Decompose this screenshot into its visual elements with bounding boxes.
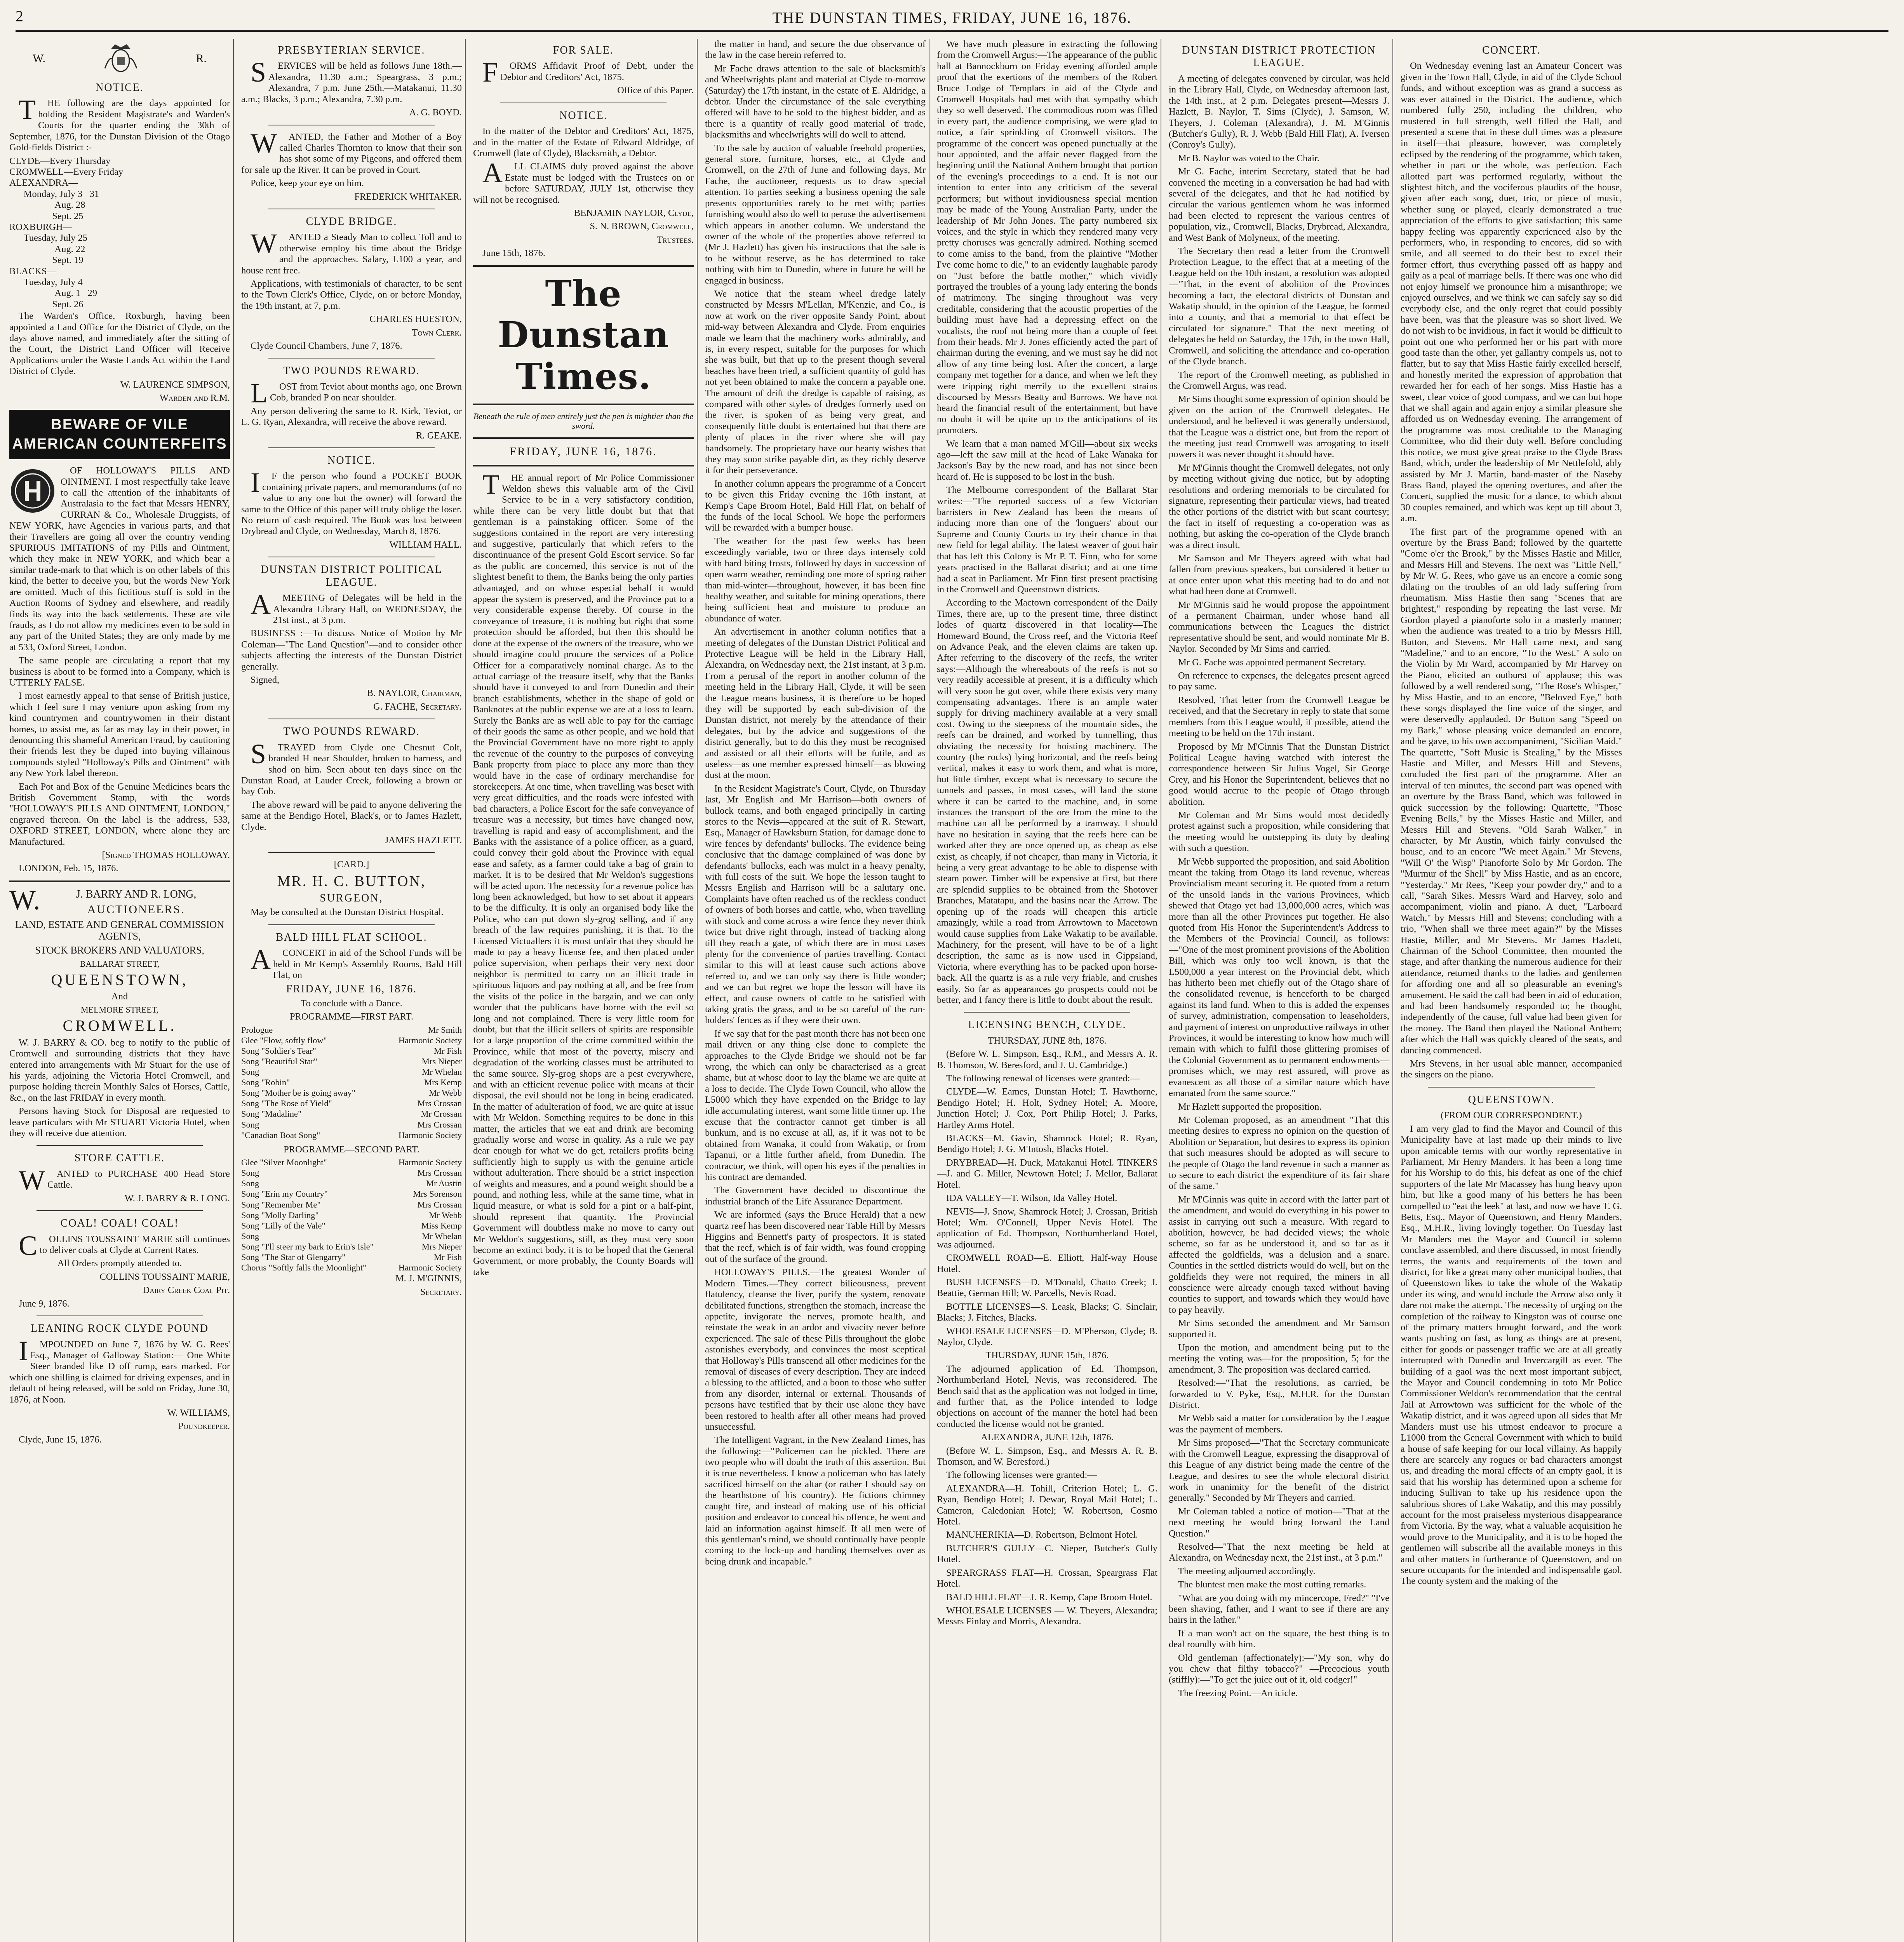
league-report-paragraph: Mr B. Naylor was voted to the Chair. bbox=[1178, 153, 1320, 164]
league-notice-heading: DUNSTAN DISTRICT POLITICAL LEAGUE. bbox=[261, 564, 442, 588]
programme-item-title: Chorus "Softly falls the Moonlight" bbox=[241, 1263, 367, 1273]
programme-item-title: Song "Soldier's Tear" bbox=[241, 1046, 316, 1056]
licensing-paragraph: BALD HILL FLAT—J. R. Kemp, Cape Broom Hotel. bbox=[946, 1592, 1152, 1603]
holloway-trademark-icon bbox=[9, 468, 56, 514]
queenstown-byline: (FROM OUR CORRESPONDENT.) bbox=[1441, 1110, 1582, 1121]
programme-item bbox=[241, 1088, 462, 1098]
presbyterian-body: SERVICES will be held as follows June 18th.—Alexandra, 11.30 a.m.; Speargrass, 3 p.m.; Alexandra, 7 p.m. June 25th.—Matakanui, 11.30 a.m.; Blacks, 3 p.m.; Alexandra, 7.30 p.m. bbox=[241, 57, 462, 104]
warden-note: The Warden's Office, Roxburgh, having been appointed a Land Office for the District of Clyde, on the days above named, and immediately after the sitting of the Court, the District Land Officer will Receive Applications under the Waste Lands Act within the Land District of Clyde. bbox=[9, 311, 230, 377]
licensing-paragraph: DRYBREAD—H. Duck, Matakanui Hotel. TINKERS—J. and G. Miller, Newtown Hotel; J. Mellor, Ballarat Hotel. bbox=[937, 1157, 1157, 1190]
divider bbox=[37, 1145, 203, 1146]
pocketbook-notice-body: IF the person who found a POCKET BOOK containing private papers, and memorandums (of no value to any one but the owner) will forward the same to the Office of this paper will truly oblige the loser. No return of cash required. The Book was lost between Drybread and Clyde, on Wednesday, March 8, 1876. bbox=[241, 467, 462, 537]
pocketbook-notice-heading: NOTICE. bbox=[327, 454, 376, 466]
programme-item-title: Song "I'll steer my bark to Erin's Isle" bbox=[241, 1241, 374, 1251]
article-paragraph: the matter in hand, and secure the due observance of the law in the case herein referred to. bbox=[705, 39, 926, 61]
presbyterian-signature: A. G. BOYD. bbox=[409, 107, 462, 118]
article-paragraph: An advertisement in another column notifies that a meeting of delegates of the Dunstan District Political and Protective League will be held in the Library Hall, Alexandra, on Wednesday next, the 21st instant, at 3 p.m. From a perusal of the report in another column of the meeting held in the Library Hall, Clyde, it will be seen the League means business, it is therefore to be hoped they will be supported by each sub-division of the Dunstan district, not merely by the attendance of their delegates, but by the advice and suggestions of the district generally, but to do this they must be recognised and assisted or all their efforts will be futile, and as useless—as one member expressed himself—as blowing dust at the moon. bbox=[705, 626, 926, 781]
programme-item-title: Glee "Flow, softly flow" bbox=[241, 1035, 327, 1045]
barry-town-1: QUEENSTOWN, bbox=[51, 971, 188, 989]
licensing-paragraph: (Before W. L. Simpson, Esq., R.M., and Messrs A. R. B. Thomson, W. Beresford, and J. U. Cambridge.) bbox=[937, 1049, 1157, 1070]
licensing-date-1: THURSDAY, JUNE 8th, 1876. bbox=[988, 1035, 1107, 1046]
league-report-paragraph: Mr Webb said a matter for consideration by the League was the payment of members. bbox=[1169, 1413, 1389, 1435]
programme-item bbox=[241, 1120, 462, 1130]
bridge-body-2: Applications, with testimonials of character, to be sent to the Town Clerk's Office, Clyde, on or before Monday, the 19th instant, at 7, p.m. bbox=[241, 278, 462, 311]
programme-item-title: Song "Erin my Country" bbox=[241, 1189, 328, 1199]
column-1 bbox=[9, 39, 234, 1942]
programme-item-title: Song bbox=[241, 1231, 259, 1241]
article-paragraph: In another column appears the programme of a Concert to be given this Friday evening the 16th instant, at Kemp's Cape Broom Hotel, Bald Hill Flat, on behalf of the funds of the local School. We hope the performers will be rewarded with a bumper house. bbox=[705, 478, 926, 533]
programme-item-performer: Mrs Sorenson bbox=[413, 1189, 462, 1199]
licensing-bench-heading: LICENSING BENCH, CLYDE. bbox=[968, 1019, 1126, 1031]
divider bbox=[964, 1012, 1130, 1013]
league-report-paragraph: On reference to expenses, the delegates present agreed to pay same. bbox=[1169, 670, 1389, 692]
licensing-paragraph: WHOLESALE LICENSES—D. M'Pherson, Clyde; B. Naylor, Clyde. bbox=[937, 1326, 1157, 1347]
programme-item bbox=[241, 1242, 462, 1252]
programme-item-title: Song bbox=[241, 1067, 259, 1077]
programme-item-performer: Miss Kemp bbox=[421, 1220, 462, 1230]
league-report-paragraph: Mr Hazlett supported the proposition. bbox=[1178, 1101, 1322, 1112]
league-notice-body: AMEETING of Delegates will be held in the Alexandra Library Hall, on WEDNESDAY, the 21st inst., at 3 p.m. bbox=[251, 589, 462, 626]
page-number: 2 bbox=[16, 7, 23, 25]
programme-item-performer: Harmonic Society bbox=[398, 1130, 462, 1140]
court-schedule: CLYDE—Every Thursday CROMWELL—Every Friday ALEXANDRA— Monday, July 3 31 Aug. 28 Sept. 25 ROXBURGH— Tuesday, July 25 Aug. 22 Sept. 19 BLACKS— Tuesday, July 4 Aug. 1 29 Sept. 26 bbox=[9, 155, 124, 310]
cattle-signature: W. J. BARRY & R. LONG. bbox=[124, 1193, 230, 1204]
divider bbox=[473, 465, 694, 466]
programme-item-title: Song bbox=[241, 1119, 259, 1129]
league-report-paragraph: A meeting of delegates convened by circular, was held in the Library Hall, Clyde, on Wednesday afternoon last, the 14th inst., at 2 p.m. Delegates present—Messrs J. Hazlett, B. Naylor, T. Sims (Clyde), J. Samson, W. Theyers, J. Coleman (Alexandra), J. M. M'Ginnis (Butcher's Gully), R. J. Webb (Bald Hill Flat), A. Iversen (Conroy's Gully). bbox=[1169, 73, 1389, 150]
article-paragraph: We notice that the steam wheel dredge lately constructed by Messrs M'Lellan, M'Kenzie, and Co., is now at work on the river opposite Sandy Point, about mid-way between Alexandra and Clyde. From enquiries made we learn that the machinery works admirably, and is, in every respect, suitable for the purposes for which she was built, but that up to the present though several beaches have been tried, a sufficient quantity of gold has not yet been obtained to make the concern a payable one. The amount of drift the dredge is capable of raising, as compared with other styles of dredges formerly used on the river, is spoken of as being very great, and consequently little doubt is entertained but that there are plenty of places in the river where she will pay handsomely. The proprietary have our hearty wishes that they may soon strike payable dirt, as they richly deserve it for their perseverance. bbox=[705, 288, 926, 476]
licensing-paragraph: BOTTLE LICENSES—S. Leask, Blacks; G. Sinclair, Blacks; J. Fitches, Blacks. bbox=[937, 1301, 1157, 1323]
column-6 bbox=[1169, 39, 1393, 1942]
presbyterian-heading: PRESBYTERIAN SERVICE. bbox=[278, 44, 425, 56]
programme-item bbox=[241, 1252, 462, 1262]
league-report-paragraph: Mr Sims thought some expression of opinion should be given on the action of the Cromwell delegates. He understood, and he believed it was generally understood, that the League was a district one, but from the report of the meeting just read Cromwell was arrogating to itself powers it was never thought it should have. bbox=[1169, 394, 1389, 460]
pound-signature-2: Poundkeeper. bbox=[178, 1421, 230, 1432]
holloway-para-1: OF HOLLOWAY'S PILLS AND OINTMENT. I most respectfully take leave to call the attention of the inhabitants of Australasia to the fact that Messrs HENRY, CURRAN & Co., Wholesale Druggists, of NEW YORK, have Agencies in various parts, and that their Travellers are going all over the country vending SPURIOUS IMITATIONS of my Pills and Ointment, which they make in NEW YORK, and which bear a similar trade-mark to that which is on other labels of this kind, the better to deceive you, but the words New York are omitted. Much of this fictitious stuff is sold in the Auction Rooms of Sydney and elsewhere, and readily finds its way into the back settlements. These are vile frauds, as I do not allow my medicines even to be sold in any part of the United States; they are only made by me at 533, Oxford Street, London. bbox=[9, 465, 230, 653]
coal-date: June 9, 1876. bbox=[19, 1298, 70, 1309]
queenstown-paragraph: I am very glad to find the Mayor and Council of this Municipality have at last made up their minds to live upon amicable terms with our worthy representative in Parliament, Mr Henry Manders. It has been a long time for his Worship to do this, his defeat as one of the chief supporters of the late Mr Macassey has hung heavy upon him, but like a good many of his betters he has been compelled to "eat the leek" at last, and now we have T. G. Betts, Esq., Mayor of Queenstown, and Henry Manders, Esq., M.H.R., living lovingly together. On Tuesday last Mr Manders met the Mayor and Council in solemn conclave assembled, and there discussed, in most friendly terms, the wants and requirements of the town and district, for like a great many other municipal bodies, that of Queenstown likes to take the whole of the Wakatip under its wing, and would include the Arrow also only it dare not make the attempt. The necessity of urging on the completion of the railway to Kingston was of course one of the primary matters brought forward, and the work wants pushing on fast, as long as things are at present, either for goods or passenger traffic we are at all greatly interrupted with Dunedin and Invercargill as ever. The building of a gaol was the next most important subject, the Mayor and Council condemning in toto Mr Police Commissioner Weldon's recommendation that the central Jail at Arrowtown was sufficient for the whole of the Wakatip district, and it was agreed upon all sides that Mr Manders must use his utmost endeavor to procure a L1000 from the General Government with which to build a house of safe keeping for our local villainy. As happily there are scarcely any rogues or bad characters amongst us, and dreading the moral effects of an empty gaol, it is said that his worship has determined upon a scheme for inducing Sullivan to take up his residence upon the salubrious shores of Lake Wakatip, and this may possibly account for the most praiseless mysterious disappearance from Victoria. By the way, what a valuable acquisition he would prove to the Municipality, and it is to be hoped the gentlemen will subscribe all the available moneys in this and other matters in furtherance of Queenstown, and on secure occupants for the intended and indispensable gaol. The county system and the making of the bbox=[1401, 1123, 1622, 1587]
protection-league-report bbox=[1169, 73, 1389, 1699]
programme-item-performer: Mrs Crossan bbox=[417, 1168, 462, 1178]
coal-signature: COLLINS TOUSSAINT MARIE, bbox=[99, 1271, 230, 1282]
licensing-paragraph: (Before W. L. Simpson, Esq., and Messrs A. R. B. Thomson, and W. Beresford.) bbox=[937, 1445, 1157, 1467]
licensing-paragraph: CLYDE—W. Eames, Dunstan Hotel; T. Hawthorne, Bendigo Hotel; H. Holt, Sydney Hotel; A. Moore, Junction Hotel; J. Cox, Port Philip Hotel; J. Parks, Hartley Arms Hotel. bbox=[937, 1086, 1157, 1130]
league-report-paragraph: The bluntest men make the most cutting remarks. bbox=[1178, 1579, 1366, 1590]
barry-sub-1: AUCTIONEERS. bbox=[87, 903, 185, 916]
programme-item-performer: Mr Fish bbox=[434, 1252, 462, 1262]
estate-notice-signature-3: Trustees. bbox=[657, 234, 694, 245]
licensing-paragraph: MANUHERIKIA—D. Robertson, Belmont Hotel. bbox=[946, 1530, 1138, 1540]
reward-2-signature: JAMES HAZLETT. bbox=[385, 835, 462, 846]
school-concert-body: ACONCERT in aid of the School Funds will be held in Mr Kemp's Assembly Rooms, Bald Hill Flat, on bbox=[251, 944, 462, 981]
programme-item bbox=[241, 1098, 462, 1108]
divider bbox=[37, 1210, 203, 1211]
programme-item-performer: Mrs Crossan bbox=[417, 1119, 462, 1129]
article-paragraph: HOLLOWAY'S PILLS.—The greatest Wonder of Modern Times.—They correct bilieousness, prevent flatulency, cleanse the liver, purify the system, renovate debilitated functions, strengthen the stomach, increase the appetite, invigorate the nerves, promote health, and reinstate the weak in an ardor and vivacity never before experienced. The sale of these Pills throughout the globe astonishes everybody, and convinces the most sceptical that Holloway's Pills transcend all other medicines for the removal of diseases of every description. They are indeed a blessing to the afflicted, and a boon to those who suffer from any disorder, internal or external. Thousands of persons have testified that by their use alone they have been restored to health after all other means had proved unsuccessful. bbox=[705, 1267, 926, 1432]
school-concert-dance: To conclude with a Dance. bbox=[301, 998, 402, 1009]
league-report-paragraph: Mr M'Ginnis was quite in accord with the latter part of the amendment, and would do everything in his power to assist in carrying out such a measure. With regard to abolition, however, he had decided views; the whole scheme, so far as he understood it, and so far as it affected the goldfields, was a delusion and a snare. Counties in the settled districts would do well, but on the goldfields they were not required, the miners in all conscience were already enough taxed without having counties to support, and towards which they would have to pay heavily. bbox=[1169, 1194, 1389, 1315]
concert-paragraph: The first part of the programme opened with an overture by the Brass Band; followed by the quartette "Come o'er the Brook," by the Misses Hastie and Miller, and Messrs Hill and Stevens. The next was "Little Nell," by Mr W. G. Rees, who gave us an encore a comic song dilating on the troubles of an old lady suffering from rheumatism. Miss Hastie then sang "Scenes that are brightest," responding by repeating the last verse. Mr Gordon played a pianoforte solo in a masterly manner; when the audience was treated to a trio by Messrs Hill, Button, and Stevens. Mr Hall came next, and sang "Madeline," and to an encore, "To the West." A solo on the Violin by Mr Ward, accompanied by Mr Harvey on the Piano, elicited an outburst of applause; this was followed by a well rendered song, "The Rose's Whisper," by Miss Hastie, and to an encore, "Beloved Eye," both these songs displayed the fine voice of the singer, and were deservedly applauded. Dr Button sang "Speed on my Bark," whose pleasing voice demanded an encore, and he gave, to his own accompaniment, "Sicilian Maid." The quartette, "Soft Music is Stealing," by the Misses Hastie and Miller, and Messrs Hill and Stevens, concluded the first part of the programme. After an interval of ten minutes, the second part was opened with an overture by the Brass Band, which was followed in quick succession by the following: Quartette, "Those Evening Bells," by the Misses Hastie and Miller, and Messrs Hill and Stevens. "Old Sarah Walker," in character, by Mr Austin, which fairly convulsed the house, and to an encore "We meet Again." Mr Stevens, "Will O' the Wisp" Pianoforte Solo by Mr Gordon. The "Murmur of the Shell" by Miss Hastie, and as an encore, "Yesterday." Mr Rees, "Keep your powder dry," and to a call, "Sarah Sikes. Messrs Ward and Harvey, solo and accompaniment, violin and piano. A duet, "Larboard Watch," by Messrs Hill and Stevens; concluding with a trio, "When shall we three meet again?" by the Misses Hastie, Miller, and Mr Stevens. Mr James Hazlett, Chairman of the School Committee, then mounted the stage, and after thanking the numerous audience for their attendance, returned thanks to the ladies and gentlemen for affording one and all so pleasurable an evening's amusement. He said the call had been in aid of education, and had been handsomely responded to; he thought, independently of the cause, full value had been given for the money. The Band then played the National Anthem; after which the Hall was quickly cleared of the seats, and dancing commenced. bbox=[1401, 526, 1622, 1056]
league-report-paragraph: Mr M'Ginnis thought the Cromwell delegates, not only by meeting without giving due notice, but by adopting resolutions and ordering memorials to be circulated for signature, representing their particular views, had treated the other portions of the district with but scant courtesy; the fact in itself of requesting a co-operation was as nothing, but asking the co-operation of the Clyde branch was a direct insult. bbox=[1169, 462, 1389, 550]
concert-heading: CONCERT. bbox=[1482, 44, 1540, 56]
programme-item bbox=[241, 1221, 462, 1231]
league-report-paragraph: Upon the motion, and amendment being put to the meeting the voting was—for the proposition, 5; for the amendment, 3. The proposition was declared carried. bbox=[1169, 1342, 1389, 1375]
school-concert-signature-2: Secretary. bbox=[420, 1286, 462, 1297]
league-report-paragraph: The meeting adjourned accordingly. bbox=[1178, 1566, 1316, 1577]
cattle-body: WANTED to PURCHASE 400 Head Store Cattle. bbox=[19, 1164, 230, 1196]
running-title: THE DUNSTAN TIMES, FRIDAY, JUNE 16, 1876. bbox=[772, 9, 1132, 26]
column-2 bbox=[241, 39, 466, 1942]
programme-item-title: Song "Beautiful Star" bbox=[241, 1056, 317, 1067]
programme-item-title: Song bbox=[241, 1168, 259, 1178]
programme-item-performer: Mr Fish bbox=[434, 1046, 462, 1056]
programme-item-performer: Harmonic Society bbox=[398, 1263, 462, 1273]
barry-town-2: CROMWELL. bbox=[63, 1017, 177, 1035]
pocketbook-notice-signature: WILLIAM HALL. bbox=[389, 539, 462, 550]
programme-1-list bbox=[241, 1025, 462, 1140]
programme-item-performer: Mr Crossan bbox=[421, 1109, 462, 1119]
programme-item bbox=[241, 1178, 462, 1189]
barry-body-2: Persons having Stock for Disposal are requested to leave particulars with Mr STUART Victoria Hotel, when they will receive due attention. bbox=[9, 1106, 230, 1139]
newspaper-title: The Dunstan Times. bbox=[498, 272, 669, 398]
programme-item-performer: Mr Whelan bbox=[422, 1067, 462, 1077]
league-report-paragraph: The report of the Cromwell meeting, as published in the Cromwell Argus, was read. bbox=[1169, 369, 1389, 391]
forsale-body: FORMS Affidavit Proof of Debt, under the Debtor and Creditors' Act, 1875. bbox=[482, 57, 694, 88]
pigeons-notice-body-2: Police, keep your eye on him. bbox=[251, 178, 364, 189]
crest-row bbox=[33, 41, 207, 76]
running-header bbox=[16, 7, 1888, 32]
programme-item-title: Song "Madaline" bbox=[241, 1109, 302, 1119]
programme-item-performer: Mrs Kemp bbox=[424, 1077, 462, 1088]
programme-item bbox=[241, 1168, 462, 1178]
barry-address-2: MELMORE STREET, bbox=[80, 1004, 159, 1015]
programme-item-performer: Mr Austin bbox=[426, 1178, 462, 1189]
estate-notice-body-2: ALL CLAIMS duly proved against the above Estate must be lodged with the Trustees on or before SATURDAY, JULY 1st, otherwise they will not be recognised. bbox=[473, 157, 694, 205]
estate-notice-date: June 15th, 1876. bbox=[482, 248, 545, 259]
league-notice-body-2: BUSINESS :—To discuss Notice of Motion by Mr Coleman—"The Land Question"—and to consider other subjects affecting the interests of the Dunstan District generally. bbox=[241, 628, 462, 672]
divider bbox=[473, 437, 694, 439]
league-report-paragraph: Mr Webb supported the proposition, and said Abolition meant the taking from Otago its land revenue, whereas Provincialism meant securing it. He quoted from a return of the unsold lands in the various Provinces, which shewed that Otago yet had 13,000,000 acres, which was more than all the other Provinces put together. He also quoted from His Honor the Superintendent's Address to the Members of the Provincial Council, as follows:—"One of the most prominent provisions of the Abolition Bill, which was only too well known, is that the L500,000 a year interest on the Provincial debt, which has hitherto been met chiefly out of the Otago share of the consolidated revenue, is henceforth to be charged against its land fund. When to this is added the expenses of survey, administration, compensation to leaseholders, and payment of interest on unproductive railways in other Provinces, it would be interesting to know how much will remain with which to fulfil those glittering promises of the Colonial Government as to permanent endowments—promises which, we may rest assured, will prove as evanescent as all those of a similar nature which have emanated from the same source." bbox=[1169, 856, 1390, 1099]
school-concert-heading: BALD HILL FLAT SCHOOL. bbox=[276, 931, 427, 943]
column-7 bbox=[1401, 39, 1625, 1942]
article-paragraph: We learn that a man named M'Gill—about six weeks ago—left the saw mill at the head of Lake Wanaka for Jackson's Bay by the new road, and has not since been heard of. He is supposed to be lost in the bush. bbox=[937, 438, 1157, 482]
league-notice-signature-2: G. FACHE, Secretary. bbox=[373, 701, 462, 712]
licensing-paragraph: ALEXANDRA—H. Tohill, Criterion Hotel; L. G. Ryan, Bendigo Hotel; J. Dewar, Royal Mail Hotel; L. Cameron, Caledonian Hotel; W. Robertson, Cosmo Hotel. bbox=[937, 1483, 1157, 1527]
programme-item-title: "Canadian Boat Song" bbox=[241, 1130, 320, 1140]
queenstown-heading: QUEENSTOWN. bbox=[1468, 1093, 1555, 1106]
league-report-paragraph: Mr Coleman tabled a notice of motion—"That at the next meeting he would bring forward the Land Question." bbox=[1169, 1506, 1389, 1539]
holloway-para-2: The same people are circulating a report that my business is about to be formed into a Company, which is UTTERLY FALSE. bbox=[9, 655, 230, 688]
bridge-signature: CHARLES HUESTON, bbox=[369, 314, 462, 325]
programme-item-title: Glee "Silver Moonlight" bbox=[241, 1157, 327, 1168]
programme-item-performer: Mrs Nieper bbox=[421, 1056, 462, 1067]
article-paragraph: The Government have decided to discontinue the industrial branch of the Life Assurance Department. bbox=[705, 1185, 926, 1207]
article-paragraph: The Melbourne correspondent of the Ballarat Star writes:—"The reported success of a few Victorian barristers in New Zealand has been the means of inducing more than one of the 'longuers' about our Supreme and County Courts to try their chance in that new field for legal ability. The latest weaver of gout hair that has left this Colony is Mr P. T. Finn, who for some years practised in the Ballarat district; and at one time had a seat in Parliament. Mr Finn first present practising in the Cromwell and Queenstown districts. bbox=[937, 485, 1157, 595]
league-report-paragraph: Mr Sims seconded the amendment and Mr Samson supported it. bbox=[1169, 1318, 1389, 1340]
programme-item-title: Song "Molly Darling" bbox=[241, 1210, 319, 1220]
bridge-body: WANTED a Steady Man to collect Toll and to otherwise employ his time about the Bridge and the approaches. Salary, L100 a year, and house rent free. bbox=[241, 228, 462, 276]
reward-1-body-2: Any person delivering the same to R. Kirk, Teviot, or L. G. Ryan, Alexandra, will receive the above reward. bbox=[241, 405, 462, 428]
estate-notice-heading: NOTICE. bbox=[559, 109, 607, 122]
crest-left-letter: W. bbox=[33, 52, 46, 65]
holloway-date: LONDON, Feb. 15, 1876. bbox=[19, 863, 118, 874]
licensing-date-3: ALEXANDRA, JUNE 12th, 1876. bbox=[981, 1432, 1114, 1443]
banner-line-1: BEWARE OF VILE bbox=[51, 416, 188, 433]
league-report-paragraph: The Secretary then read a letter from the Cromwell Protection League, to the effect that at a meeting of the League held on the 10th instant, a resolution was adopted—"That, in the event of abolition of the Provinces becoming a fact, the electoral districts of Dunstan and Wakatip should, in the opinion of the League, be formed into a county, and that a memorial to that effect be circulated for signature." That the next meeting of delegates be held on Saturday, the 17th, in the town Hall, Cromwell, and soliciting the attendance and co-operation of the Clyde branch. bbox=[1169, 246, 1389, 367]
counterfeit-banner bbox=[9, 410, 230, 459]
league-report-paragraph: Mr G. Fache was appointed permanent Secretary. bbox=[1178, 657, 1366, 668]
programme-item-performer: Harmonic Society bbox=[398, 1035, 462, 1045]
programme-item bbox=[241, 1077, 462, 1088]
barry-body: W. J. BARRY & CO. beg to notify to the public of Cromwell and surrounding districts that they have entered into arrangements with Mr Stuart for the use of his yards, adjoining the Victoria Hotel Cromwell, and purpose holding therein Monthly Sales of Horses, Cattle, &c., on the last FRIDAY in every month. bbox=[9, 1037, 230, 1103]
holloway-para-4: Each Pot and Box of the Genuine Medicines bears the British Government Stamp, with the words "HOLLOWAY'S PILLS AND OINTMENT, LONDON," engraved thereon. On the label is the address, 533, OXFORD STREET, LONDON, where alone they are Manufactured. bbox=[9, 781, 230, 847]
league-report-paragraph: If a man won't act on the square, the best thing is to deal roundly with him. bbox=[1169, 1628, 1389, 1650]
divider bbox=[268, 924, 435, 925]
reward-2-body-2: The above reward will be paid to anyone delivering the same at the Bendigo Hotel, Black's, or to James Hazlett, Clyde. bbox=[241, 799, 462, 832]
licensing-paragraph: CROMWELL ROAD—E. Elliott, Half-way House Hotel. bbox=[937, 1253, 1157, 1274]
licensing-paragraph: BLACKS—M. Gavin, Shamrock Hotel; R. Ryan, Bendigo Hotel; J. G. M'Intosh, Blacks Hotel. bbox=[937, 1133, 1157, 1155]
estate-notice-signature: BENJAMIN NAYLOR, Clyde, bbox=[574, 208, 694, 218]
league-report-paragraph: Resolved:—"That the resolutions, as carried, be forwarded to V. Pyke, Esq., M.H.R. for the Dunstan District. bbox=[1169, 1378, 1389, 1411]
programme-item bbox=[241, 1189, 462, 1199]
programme-item-performer: Mr Smith bbox=[428, 1025, 462, 1035]
bridge-footer: Clyde Council Chambers, June 7, 1876. bbox=[251, 341, 402, 352]
article-paragraph: To the sale by auction of valuable freehold properties, general store, furniture, horses, etc., at Clyde and Cromwell, on the 27th of June and following days, Mr Fache, the auctioneer, requests us to draw special attention. To parties seeking a business opening the sale presents opportunities rarely to be met with; parties furnishing would also do well to peruse the advertisement which appears in another column. We understand the owner of the whole of the properties above referred to (Mr J. Hazlett) has given his instructions that the sale is to be without reserve, as he has determined to take nothing with him to Dunedin, where in future he will be engaged in business. bbox=[705, 143, 926, 286]
licensing-paragraph: BUSH LICENSES—D. M'Donald, Chatto Creek; J. Beattie, German Hill; W. Parcells, Nevis Road. bbox=[937, 1277, 1157, 1299]
licensing-date-2: THURSDAY, JUNE 15th, 1876. bbox=[985, 1350, 1109, 1361]
programme-item-performer: Mrs Crossan bbox=[417, 1199, 462, 1209]
card-title: SURGEON, bbox=[320, 892, 383, 904]
article-paragraph: The Intelligent Vagrant, in the New Zealand Times, has the following:—"Policemen can be pickled. There are two people who will doubt the truth of this assertion. But it is true nevertheless. I know a policeman who has lately sacrificed himself on the altar (or rather I should say on the hearthstone of his country). He fictions chimney caught fire, and instead of making use of his official position and endeavor to conceal his offence, he went and laid an information against himself. If all men were of this gentleman's mind, we should continually have people coming to the lock-up and handing themselves over as being drunk and incapable." bbox=[705, 1435, 926, 1567]
column-5 bbox=[937, 39, 1161, 1942]
programme-item-title: Song "Robin" bbox=[241, 1077, 290, 1088]
programme-item bbox=[241, 1109, 462, 1119]
programme-item bbox=[241, 1046, 462, 1056]
article-paragraph: We have much pleasure in extracting the following from the Cromwell Argus:—The appearance of the public hall at Bannockburn on Friday evening afforded ample proof that the exertions of the members of the Robert Bruce Lodge of Templars in aid of the Clyde and Cromwell Hospitals had met with that sympathy which they so well deserved. The commodious room was filled in every part, the audience comprising, we were glad to notice, a fair sprinkling of Cromwell visitors. The programme of the concert was opened punctually at the hour appointed, and the affair never flagged from the beginning until the National Anthem brought that portion of the evening's proceedings to a end. It is not our intention to enter into any criticism of the several performers; but without invidiousness special mention may be made of the Young Australian Party, under the leadership of Mr John Jones. The party numbered six voices, and the style in which they rendered many very pretty choruses was generally admired. Nothing seemed to come amiss to the band, from the plaintive "Mother I've come home to die," to an evidently laughable parody on "Just before the battle mother," which vividly portrayed the troubles of a young lady entering the bonds of matrimony. The singing throughout was very creditable, considering that the acoustic properties of the building must have had a depressing effect on the vocalists, the roof not being more than a couple of feet from their heads. Mr J. Jones efficiently acted the part of chairman during the evening, and we must say he did not allow of any time being lost. After the concert, a large company met together for a dance, and when we left they were tripping right merrily to the excellent strains discoursed by Messrs Beatty and Burrows. We have not heard the financial result of the entertainment, but have no doubt it will be quite up to the anticipations of its promoters. bbox=[937, 39, 1157, 436]
league-report-paragraph: Old gentleman (affectionately):—"My son, why do you chew that filthy tobacco?" —Precocious youth (stiffly):—"To get the juice out of it, old codger!" bbox=[1169, 1652, 1389, 1685]
licensing-paragraph: IDA VALLEY—T. Wilson, Ida Valley Hotel. bbox=[946, 1193, 1117, 1204]
pound-body: IMPOUNDED on June 7, 1876 by W. G. Rees' Esq., Manager of Galloway Station:— One White Steer branded like D off rump, ears marked. For which one shilling is claimed for driving expenses, and in default of being released, will be sold on Friday, June 30, 1876, at Noon. bbox=[9, 1335, 230, 1405]
programme-2-heading: PROGRAMME—SECOND PART. bbox=[284, 1144, 419, 1155]
programme-item bbox=[241, 1210, 462, 1220]
banner-line-2: AMERICAN COUNTERFEITS bbox=[12, 435, 227, 452]
estate-notice-body: In the matter of the Debtor and Creditors' Act, 1875, and in the matter of the Estate of Edward Aldridge, of Cromwell (late of Clyde), Blacksmith, a Debtor. bbox=[473, 126, 694, 158]
programme-item-title: Song "Mother be is going away" bbox=[241, 1088, 355, 1098]
pigeons-notice-signature: FREDERICK WHITAKER. bbox=[354, 191, 462, 202]
divider bbox=[268, 852, 435, 853]
divider bbox=[9, 881, 230, 882]
school-concert-signature: M. J. M'GINNIS, bbox=[395, 1273, 462, 1284]
league-report-paragraph: "What are you doing with my mincercope, Fred?" "I've been shaving, father, and I want to see if there are any hairs in the lather." bbox=[1169, 1592, 1389, 1625]
cattle-heading: STORE CATTLE. bbox=[74, 1152, 165, 1164]
pound-heading: LEANING ROCK CLYDE POUND bbox=[30, 1323, 209, 1335]
article-paragraph: Mr Fache draws attention to the sale of blacksmith's and Wheelwrights plant and material at Clyde to-morrow (Saturday) the 17th instant, in the estate of E. Aldridge, a debtor. Under the circumstance of the sale everything offered will have to be sold to the highest bidder, and as there is a quantity of really good material of trade, blacksmiths and wheelwrights will do well to attend. bbox=[705, 63, 926, 140]
newspaper-motto: Beneath the rule of men entirely just the pen is mightier than the sword. bbox=[473, 411, 694, 431]
league-notice-signed: Signed, bbox=[251, 675, 280, 686]
programme-item bbox=[241, 1231, 462, 1241]
article-paragraph: If we say that for the past month there has not been one mail driven or any thing else done to complete the approaches to the Clyde Bridge we should not be far wrong, the which can only be characterised as a great shame, but at whose door to lay the blame we are quite at a loss to decide. The Clyde Town Council, who allow the L5000 which they have expended on the Bridge to lay idle accumulating interest, want some little tinner up. The excuse that the contractor cannot get timber is all bunkum, and is no excuse at all, as, if it was not to be obtained from Wanaka, it could from Wakatip, or from Tapanui, or a little further afield, from Dunedin. The contractor, we think, will open his eyes if the penalties in his contract are demanded. bbox=[705, 1028, 926, 1183]
reward-2-body: STRAYED from Clyde one Chesnut Colt, branded H near Shoulder, broken to harness, and shod on him. Seen about ten days since on the Dunstan Road, at Lauder Creek, following a brown or bay Cob. bbox=[241, 738, 462, 797]
programme-item-performer: Mr Whelan bbox=[422, 1231, 462, 1241]
school-concert-date: FRIDAY, JUNE 16, 1876. bbox=[286, 983, 417, 995]
notice-body: THE following are the days appointed for holding the Resident Magistrate's and Warden's Courts for the quarter ending the 30th of September, 1876, for the Dunstan Division of the Otago Gold-fields District :- bbox=[9, 94, 230, 153]
licensing-paragraph: The adjourned application of Ed. Thompson, Northumberland Hotel, Nevis, was reconsidered. The Bench said that as the application was not lodged in time, and further that, as the Police intended to lodge objections on account of the manner the hotel had been conducted the license would not be granted. bbox=[937, 1363, 1157, 1429]
divider bbox=[473, 265, 694, 267]
reward-1-signature: R. GEAKE. bbox=[416, 430, 462, 441]
card-label: [CARD.] bbox=[334, 859, 369, 870]
league-notice-signature: B. NAYLOR, Chairman, bbox=[367, 688, 462, 699]
divider bbox=[473, 404, 694, 405]
barry-sub-3: STOCK BROKERS AND VALUATORS, bbox=[35, 945, 204, 956]
league-report-paragraph: Mr Coleman proposed, as an amendment "That this meeting desires to express no opinion on the question of Abolition or Separation, but desires to express its opinion that such measures should be adopted as will secure to the people of Otago the land revenue in such a manner as to secure to each district the expenditure of its fair share of the same." bbox=[1169, 1114, 1389, 1192]
card-body: May be consulted at the Dunstan District Hospital. bbox=[251, 907, 444, 918]
holloway-para-3: I most earnestly appeal to that sense of British justice, which I feel sure I may venture upon asking from my kind countrymen and countrywomen in their distant homes, to assist me, as far as may lay in their power, in denouncing this shameful American Fraud, by cautioning their friends lest they be duped into buying villainous compounds styled "Holloway's Pills and Ointment" with any New York label thereon. bbox=[9, 691, 230, 779]
holloway-signature: [Signed THOMAS HOLLOWAY. bbox=[102, 850, 230, 861]
issue-dateline: FRIDAY, JUNE 16, 1876. bbox=[510, 445, 657, 458]
licensing-paragraph: The following licenses were granted:— bbox=[946, 1470, 1097, 1481]
league-report-paragraph: Mr M'Ginnis said he would propose the appointment of a permanent Chairman, under whose hand all communications between the Leagues the district representative should be sent, and would nominate Mr B. Naylor. Seconded by Mr Sims and carried. bbox=[1169, 599, 1389, 654]
coal-signature-2: Dairy Creek Coal Pit. bbox=[143, 1285, 230, 1296]
programme-item bbox=[241, 1200, 462, 1210]
licensing-paragraph: NEVIS—J. Snow, Shamrock Hotel; J. Crossan, British Hotel; Wm. O'Connell, Upper Nevis Hotel. The application of Ed. Thompson, Northumberland Hotel, was adjourned. bbox=[937, 1206, 1157, 1250]
programme-item bbox=[241, 1130, 462, 1140]
crest-right-letter: R. bbox=[196, 52, 207, 65]
coal-body-2: All Orders promptly attended to. bbox=[57, 1258, 182, 1269]
barry-heading: W.J. BARRY AND R. LONG, bbox=[9, 884, 197, 915]
programme-item bbox=[241, 1263, 462, 1273]
column-3 bbox=[473, 39, 698, 1942]
programme-item-title: Song "Lilly of the Vale" bbox=[241, 1220, 325, 1230]
league-report-paragraph: Mr G. Fache, interim Secretary, stated that he had convened the meeting in a conversation he had had with several of the delegates, and that he had notified by circular the various gentlemen whom he was informed had been elected to represent the various centres of population, viz., Cromwell, Blacks, Drybread, Alexandra, and West Bank of Molyneux, of the meeting. bbox=[1169, 166, 1389, 243]
league-report-paragraph: Proposed by Mr M'Ginnis That the Dunstan District Political League having watched with interest the correspondence between Sir Julius Vogel, Sir George Grey, and his Honor the Superintendent, believes that no good would accrue to the people of Otago through abolition. bbox=[1169, 741, 1389, 807]
programme-item bbox=[241, 1157, 462, 1168]
league-report-paragraph: Resolved, That letter from the Cromwell League be received, and that the Secretary in reply to state that some members from this League would, if possible, attend the meeting to be held on the 17th instant. bbox=[1169, 694, 1389, 739]
forsale-body-2: Office of this Paper. bbox=[617, 85, 694, 96]
licensing-paragraph: WHOLESALE LICENSES — W. Theyers, Alexandra; Messrs Finlay and Morris, Alexandra. bbox=[937, 1605, 1157, 1627]
coal-heading: COAL! COAL! COAL! bbox=[60, 1217, 179, 1230]
article-paragraph: We are informed (says the Bruce Herald) that a new quartz reef has been discovered near Table Hill by Messrs Higgins and Bennett's party of prospectors. It is stated that the reef, which is of fair width, was found cropping out of the surface of the ground. bbox=[705, 1209, 926, 1264]
programme-item-performer: Mrs Crossan bbox=[417, 1098, 462, 1108]
programme-item-title: Song bbox=[241, 1178, 259, 1189]
article-paragraph: In the Resident Magistrate's Court, Clyde, on Thursday last, Mr English and Mr Harrison—both owners of bullock teams, and both engaged principally in carting stores to the Nevis—appeared at the suit of R. Stewart, Esq., Manager of Hawksburn Station, for damage done to wire fences by defendants' bullocks. The evidence being conclusive that the damage complained of was done by defendants' bullocks, each was mulct in a heavy penalty, with full costs of the suit. We hope the lesson taught to Messrs English and Harrison will be a salutary one. Complaints have often reached us of the reckless conduct of owners of both horses and cattle, who, when travelling with stock and come across a wire fence they never think twice but drive right through, instead of tracking along till they reach a gate, of which there are in most cases plenty for the convenience of parties travelling. Contact similar to this will at least cause such actions above referred to, and we can only say there is little wonder; and we can but regret we hope the lesson will have its effect, and cause owners of cattle to be satisfied with taking gratis the grass, and to be so careful of the run-holders' fences as if they were their own. bbox=[705, 783, 926, 1026]
programme-item-title: Song "Remember Me" bbox=[241, 1199, 321, 1209]
league-report-paragraph: Mr Samson and Mr Theyers agreed with what had fallen from previous speakers, but considered it better to at once enter upon what this meeting had to do and not what had been done at Cromwell. bbox=[1169, 553, 1389, 597]
protection-league-heading: DUNSTAN DISTRICT PROTECTION LEAGUE. bbox=[1182, 44, 1376, 69]
programme-item-performer: Mr Webb bbox=[429, 1088, 462, 1098]
programme-item-performer: Mrs Nieper bbox=[421, 1241, 462, 1251]
programme-item bbox=[241, 1035, 462, 1046]
barry-sub-2: LAND, ESTATE AND GENERAL COMMISSION AGENTS, bbox=[15, 919, 224, 942]
divider bbox=[268, 447, 435, 448]
programme-item-title: Song "The Rose of Yield" bbox=[241, 1098, 332, 1108]
column-4 bbox=[705, 39, 929, 1942]
estate-notice-signature-2: S. N. BROWN, Cromwell, bbox=[590, 221, 694, 232]
editorial-body: THE annual report of Mr Police Commissioner Weldon shews this valuable arm of the Civil Service to be in a very satisfactory condition, while there can be very little doubt but that that gentleman is a painstaking officer. Some of the suggestions contained in the report are very interesting and suggestive, particularly that which refers to the discontinuance of the present Gold Escort service. So far as the public are concerned, this service is not of the slightest benefit to them, the Banks being the only parties advantaged, and on whose especial behalf it would appear the system is preserved, and the Province put to a very considerable expense thereby. Of course in the conveyance of treasure, it is nothing but right that some protection should be afforded, but then this should be done at the expense of the owners of the treasure, who we should imagine could procure the services of a Police Officer for a comparatively nominal charge. As to the actual carriage of the treasure itself, why that the Banks should have it conveyed to and from Dunedin and their branch establishments, whether in the shape of gold or Banknotes at the public expense we are at a loss to learn. Surely the Banks are as well able to pay for the carriage of their goods the same as other people, and we hold that the Provincial Government have no more right to apply the revenue of the country to the purposes of conveying Bank property from place to place any more than they would have in the case of ordinary merchandise for storekeepers. At one time, when travelling was beset with very great difficulties, and the roads were infested with bad characters, a Police Escort for the safe conveyance of treasure was a necessity, but times have changed now, travelling is rapid and easy of accomplishment, and the Banks with the assistance of a police officer, as a guard, could convey their gold about the Province with equal ease and safety, as a farmer could take a bag of grain to market. It is to be desired that Mr Weldon's suggestions will be acted upon. The necessity for a revenue police has long been acknowledged, but how to set about it appears to be the difficulty. It is only an organised body like the Police, who can put down sly-grog selling, and if any breach of the law requires punishing, it is that. To the Licensed Victuallers it is most unfair that they should be made to pay a heavy license fee, and then placed under police supervision, when perhaps their very next door neighbor is permitted to carry on an illicit trade in spirituous liquors and pay nothing at all, and be free from the visits of the police in the bargain, and we can only wonder that the publicans have borne with the evil so long and not complained. There is very little room for doubt, but that the illicit sellers of spirits are responsible for a large proportion of the crime committed within the Province, while that most of the poverty, misery and degradation of the working classes must be attributed to the same source. Sly-grog shops are a pest everywhere, and with an efficient revenue police with means at their disposal, the evil should not be long in being eradicated. In the matter of adulteration of food, we are quite at issue with Mr Weldon. Something requires to be done in this matter, the articles that we eat and drink are becoming gradually worse and worse in quality. As a rule we pay dear enough for what we do get, retailers profits being sufficiently high to supply us with the genuine article without adulteration. There should be a strict inspection of weights and measures, and a pound weight should be a pound, and nothing less, while at the same time, what in liquid measure, or what is sold for a pint or a half-pint, should represent that quantity. The Provincial Government will doubtless make no move to carry out Mr Weldon's suggestions, still, as they must very soon become an extinct body, it is to be hoped that the General Government, or more probably, the County Boards will take bbox=[473, 468, 694, 1277]
divider bbox=[1428, 1087, 1595, 1088]
programme-item-performer: Harmonic Society bbox=[398, 1157, 462, 1168]
bridge-signature-2: Town Clerk. bbox=[412, 327, 462, 338]
article-paragraph: The weather for the past few weeks has been exceedingly variable, two or three days intensely cold with hard biting frosts, followed by days in succession of open warm weather, reminding one more of spring rather than mid-winter—throughout, however, it has been fine healthy weather, and suitable for mining operations, there being sufficient heat and moisture to produce an abundance of water. bbox=[705, 536, 926, 624]
concert-paragraph: On Wednesday evening last an Amateur Concert was given in the Town Hall, Clyde, in aid of the Clyde School funds, and without exception was as grand a success as was ever attained in the District. The audience, which numbered fully 250, including the children, who mustered in full strength, well filled the Hall, and presented a scene that in these dull times was a pleasure in itself—that pleasure, however, was completely eclipsed by the rendering of the programme, which taken, whether in part or the whole, was perfection. Each allotted part was performed regularly, without the slightest hitch, and the vociferous plaudits of the house, given after each song, duet, trio, or piece of music, whether sung or played, clearly demonstrated a true appreciation of the efforts to give satisfaction; this same happy feeling was apparently experienced also by the performers, who, in responding to encores, did so with smile, and all seemed to do their best to excel their former effort, thus everything passed off as happy and gaily as a peal of marriage bells. If there was one who did not enjoy himself we pronounce him a misanthrope; we enjoyed ourselves, and we think we can safely say so did everybody else, and the only regret that could possibly have been, was that the pleasure was so short lived. We do not wish to be invidious, in fact it would be difficult to point out one who performed her or his part with more good taste than the other, yet gallantry compels us, not to flatter, but to say that Miss Hastie fairly excelled herself, and honestly merited the expression of approbation that rewarded her for each of her songs. Miss Hastie has a sweet, clear voice of good compass, and we can but hope that we shall again and again enjoy a similar pleasure she afforded us on Wednesday evening. The arrangement of the programme was most creditable to the Managing Committee, who did their duty well. Before concluding this notice, we must give great praise to the Clyde Brass Band, which, under the leadership of Mr Nettlefold, ably assisted by Mr J. Martin, band-master of the Naseby Brass Band, played the opening overtures, and after the Concert, supplied the music for a dance, to which about 30 couples remained, and which was kept up till about 3, a.m. bbox=[1401, 61, 1622, 524]
column-container bbox=[9, 39, 1897, 1942]
league-report-paragraph: Resolved—"That the next meeting be held at Alexandra, on Wednesday next, the 21st inst., at 3 p.m." bbox=[1169, 1541, 1389, 1563]
warden-title: Warden and R.M. bbox=[159, 393, 230, 404]
barry-and: And bbox=[111, 991, 128, 1002]
reward-2-heading: TWO POUNDS REWARD. bbox=[283, 726, 420, 738]
licensing-paragraph: BUTCHER'S GULLY—C. Nieper, Butcher's Gully Hotel. bbox=[937, 1543, 1157, 1565]
programme-2-list bbox=[241, 1157, 462, 1273]
programme-1-heading: PROGRAMME—FIRST PART. bbox=[289, 1011, 414, 1022]
league-report-paragraph: Mr Coleman and Mr Sims would most decidedly protest against such a proposition, while considering that the meeting would be outstepping its duty by dealing with such a question. bbox=[1169, 809, 1389, 854]
licensing-paragraph: The following renewal of licenses were granted:— bbox=[946, 1073, 1140, 1084]
pigeons-notice-body: WANTED, the Father and Mother of a Boy called Charles Thornton to know that their son has shot some of my Pigeons, and offered them for sale up the River. It can be proved in Court. bbox=[241, 127, 462, 175]
barry-address-1: BALLARAT STREET, bbox=[80, 959, 160, 969]
article-paragraph: According to the Mactown correspondent of the Daily Times, there are, up to the present time, three distinct lodes of quartz discovered in that locality—The Homeward Bound, the Cross reef, and the Victoria Reef on Advance Peak, and the eleven claims are taken up. After referring to the discovery of the reefs, the writer says:—Although the whereabouts of the reefs is not so very readily accessible at present, it is a difficulty which will very soon be got over, while there exists very many compensating advantages. There is an ample water supply for driving machinery available at a very small cost. Owing to the steepness of the mountain sides, the reefs can be drained, and worked by tunnelling, thus obviating the necessity for hoisting machinery. The country (the rocks) lying horizontal, and the reefs being vertical, makes it easy to work them, and what is more, but little timber, except what is necessary to secure the tunnels and passes, in most cases, will land the stone where it can be carted to the machine, and, in some instances the transport of the ore from the mine to the machine can all be performed by a tramway. I should have no hesitation in saying that the reefs here can be worked after they are once opened up, as cheap as else exist, as cheaply, if not cheaper, than many in Victoria, it being a very great advantage to be able to dispense with steam power. Timber will be expensive at first, but there are splendid supplies to be obtained from the Shotover Branches, Matatapu, and the basins near the Arrow. The opening up of the roads will cheapen this article amazingly, while a road from Arrowtown to Macetown would cause supplies from Lake Wakatip to be available. Machinery, for the present, will have to be of a light description, the same as is now used in Gippsland, Victoria, where everything has to be packed upon horse-back. All the quartz is as a rule very friable, and crushes easily. So far as appearances go prospects could not be better, and I fancy there is little to doubt about the result. bbox=[937, 597, 1157, 1005]
reward-1-heading: TWO POUNDS REWARD. bbox=[283, 365, 420, 377]
pound-signature: W. WILLIAMS, bbox=[167, 1407, 230, 1418]
coal-body: COLLINS TOUSSAINT MARIE still continues to deliver coals at Clyde at Current Rates. bbox=[19, 1230, 230, 1261]
programme-item bbox=[241, 1056, 462, 1067]
programme-item-title: Prologue bbox=[241, 1025, 273, 1035]
league-report-paragraph: The freezing Point.—An icicle. bbox=[1178, 1688, 1298, 1698]
concert-paragraph: Mrs Stevens, in her usual able manner, accompanied the singers on the piano. bbox=[1401, 1058, 1622, 1080]
warden-signature: W. LAURENCE SIMPSON, bbox=[120, 379, 230, 390]
pound-date: Clyde, June 15, 1876. bbox=[19, 1434, 102, 1445]
notice-heading: NOTICE. bbox=[96, 82, 144, 94]
programme-item-title: Song "The Star of Glengarry" bbox=[241, 1252, 346, 1262]
card-name: MR. H. C. BUTTON, bbox=[277, 873, 426, 889]
licensing-paragraph: SPEARGRASS FLAT—H. Crossan, Speargrass Flat Hotel. bbox=[937, 1567, 1157, 1589]
programme-item bbox=[241, 1067, 462, 1077]
league-report-paragraph: Mr Sims proposed—"That the Secretary communicate with the Cromwell League, expressing the disapproval of this League of any district being made the centre of the League, and desires to see the whole electoral district work in unanimity for the benefit of the district generally." Seconded by Mr Theyers and carried. bbox=[1169, 1437, 1389, 1503]
reward-1-body: LOST from Teviot about months ago, one Brown Cob, branded P on near shoulder. bbox=[251, 377, 462, 409]
royal-crest-icon bbox=[99, 41, 142, 76]
programme-item bbox=[241, 1025, 462, 1035]
forsale-heading: FOR SALE. bbox=[553, 44, 614, 56]
programme-item-performer: Mr Webb bbox=[429, 1210, 462, 1220]
bridge-heading: CLYDE BRIDGE. bbox=[306, 215, 397, 228]
